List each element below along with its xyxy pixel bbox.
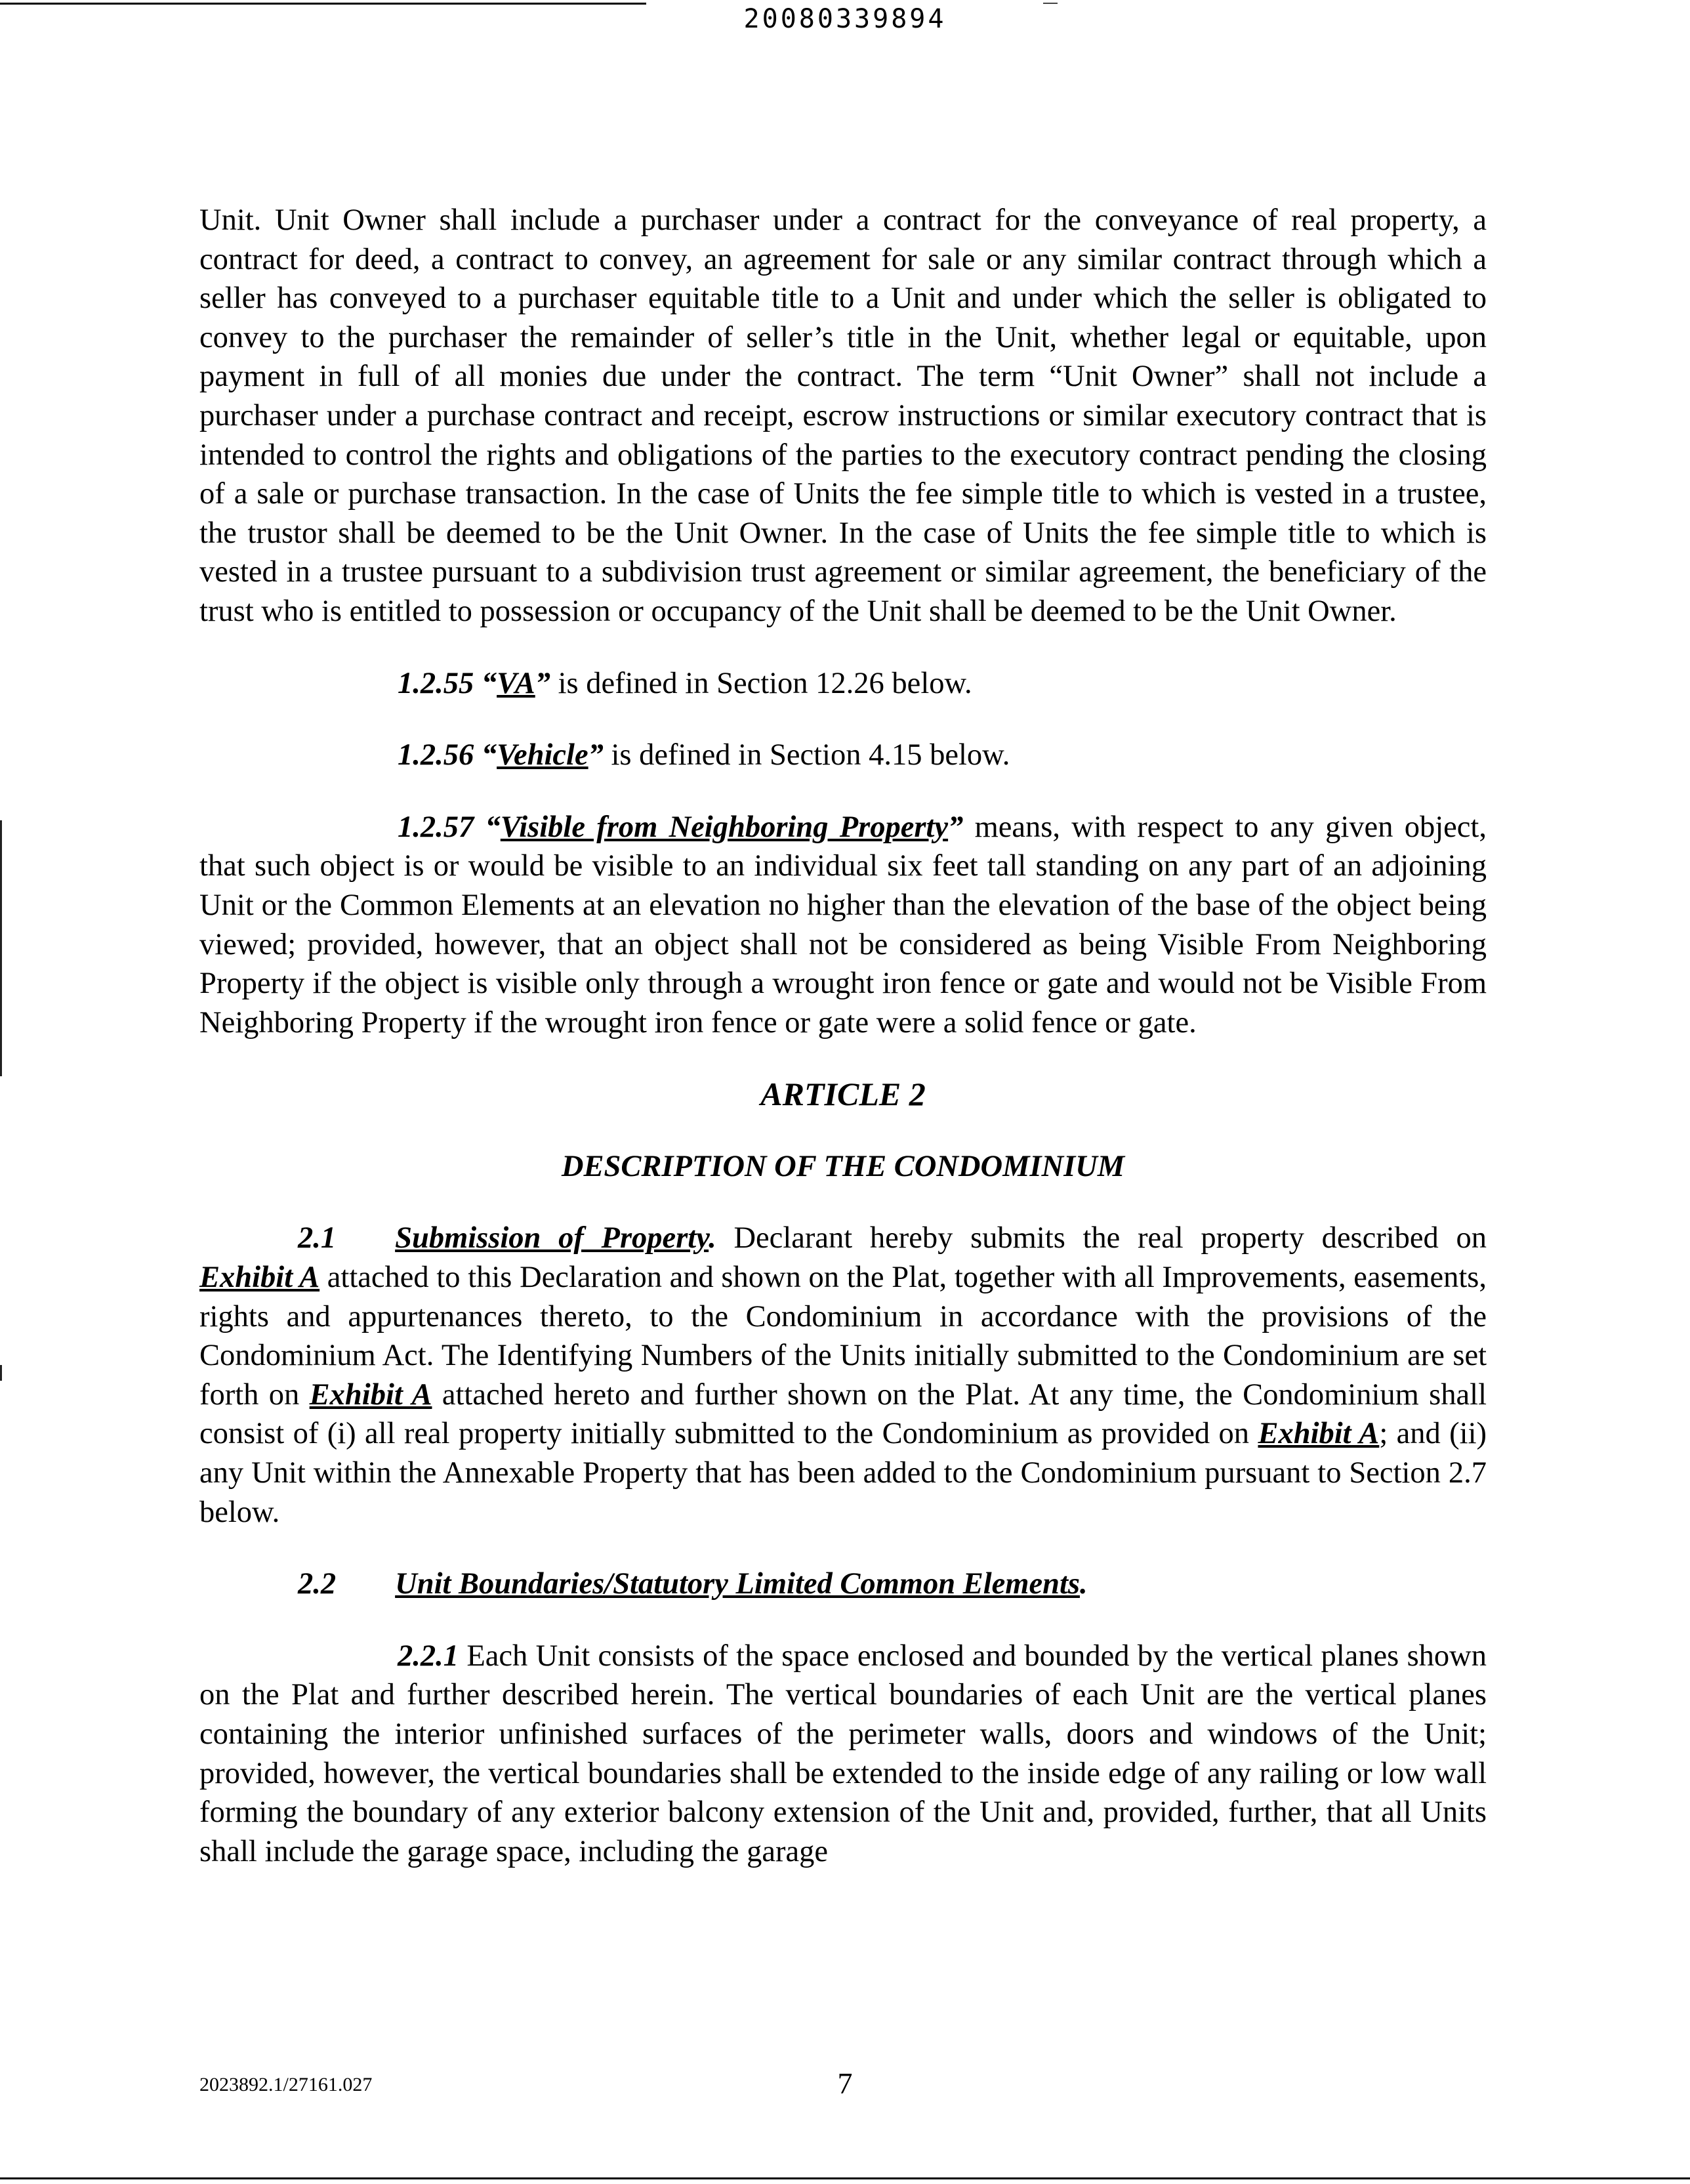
- definition-1-2-56: [199, 736, 1487, 775]
- paragraph-unit-owner: Unit. Unit Owner shall include a purchaser under a contract for the conveyance of real property, a contract for deed, a contract to convey, an agreement for sale or any similar contract through which a seller has conveyed to a purchaser equitable title to a Unit and under which the seller is obligated to convey to the purchaser the remainder of seller’s title in the Unit, whether legal or equitable, upon payment in full of all monies due under the contract. The term “Unit Owner” shall not include a purchaser under a purchase contract and receipt, escrow instructions or similar executory contract that is intended to control the rights and obligations of the parties to the executory contract pending the closing of a sale or purchase transaction. In the case of Units the fee simple title to which is vested in a trustee, the trustor shall be deemed to be the Unit Owner. In the case of Units the fee simple title to which is vested in a trustee pursuant to a subdivision trust agreement or similar agreement, the beneficiary of the trust who is entitled to possession or occupancy of the Unit shall be deemed to be the Unit Owner.: [199, 203, 1487, 628]
- bottom-border-line: [0, 2177, 1690, 2179]
- footer-document-id: 2023892.1/27161.027: [199, 2074, 373, 2095]
- exhibit-reference: Exhibit A: [199, 1261, 320, 1295]
- definition-text: is defined in Section 12.26 below.: [550, 666, 972, 700]
- section-number: 2.1: [298, 1221, 337, 1255]
- section-title: Submission of Property.: [395, 1221, 716, 1255]
- definition-number: 1.2.56: [398, 738, 474, 772]
- page-number: 7: [837, 2067, 853, 2100]
- document-number: 20080339894: [743, 4, 947, 34]
- page-body: [199, 201, 1487, 1871]
- definition-term: “Vehicle”: [481, 738, 604, 772]
- scan-edge-mark: [0, 1365, 2, 1381]
- definition-term: “VA”: [481, 666, 550, 700]
- section-number: 2.2: [298, 1567, 337, 1601]
- definition-number: 1.2.55: [398, 666, 474, 700]
- section-2-1: 2.1 Submission of Property. Declarant hereby submits the real property described on Exhibit A attached to this Declaration and shown on the Plat, together with all Improvements, easements, rights and appurtenances thereto, to the Condominium in accordance with the provisions of the Condominium Act. The Identifying Numbers of the Units initially submitted to the Condominium are set forth on Exhibit A attached hereto and further shown on the Plat. At any time, the Condominium shall consist of (i) all real property initially submitted to the Condominium as provided on Exhibit A; and (ii) any Unit within the Annexable Property that has been added to the Condominium pursuant to Section 2.7 below.: [199, 1221, 1487, 1529]
- definition-text: means, with respect to any given object, that such object is or would be visible to an individual six feet tall standing on any part of an adjoining Unit or the Common Elements at an elevation no higher than the elevation of the base of the object being viewed; provided, however, that an object shall not be considered as being Visible From Neighboring Property if the object is visible only through a wrought iron fence or gate and would not be Visible From Neighboring Property if the wrought iron fence or gate were a solid fence or gate.: [199, 810, 1487, 1040]
- article-subtitle: DESCRIPTION OF THE CONDOMINIUM: [561, 1149, 1125, 1183]
- exhibit-reference: Exhibit A: [1258, 1417, 1380, 1451]
- section-title: Unit Boundaries/Statutory Limited Common Elements.: [395, 1567, 1088, 1601]
- section-text: Each Unit consists of the space enclosed and bounded by the vertical planes shown on the Plat and further described herein. The vertical boundaries of each Unit are the vertical planes containing the interior unfinished surfaces of the perimeter walls, doors and windows of the Unit; provided, however, the vertical boundaries shall be extended to the inside edge of any railing or low wall forming the boundary of any exterior balcony extension of the Unit and, provided, further, that all Units shall include the garage space, including the garage: [199, 1639, 1487, 1868]
- article-title: ARTICLE 2: [760, 1076, 926, 1113]
- definition-term: “Visible from Neighboring Property”: [485, 810, 964, 844]
- section-2-2-heading: [199, 1564, 1487, 1604]
- exhibit-reference: Exhibit A: [309, 1377, 432, 1412]
- definition-1-2-57: [199, 808, 1487, 1043]
- definition-number: 1.2.57: [398, 810, 474, 844]
- scan-edge-mark: [0, 820, 2, 1076]
- section-number: 2.2.1: [398, 1639, 459, 1673]
- definition-1-2-55: [199, 664, 1487, 704]
- definition-text: is defined in Section 4.15 below.: [603, 738, 1010, 772]
- section-2-2-1: [199, 1637, 1487, 1872]
